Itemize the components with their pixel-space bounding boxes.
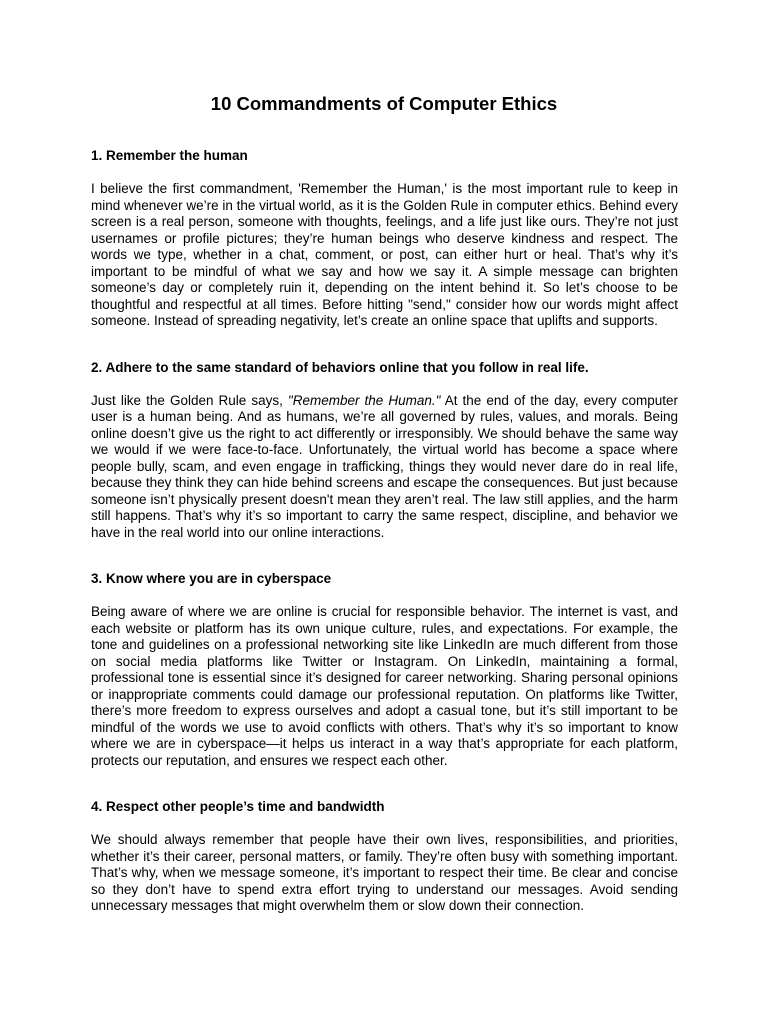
paragraph-text: At the end of the day, every computer user is a human being. And as humans, we’re all governed by rules, values, and morals. Being online doesn’t give us the right to act differently or irresponsibly. We should behave the same way we would if we were face-to-face. Unfortunately, the virtual world has become a space where people bully, scam, and even engage in trafficking, things they would never dare do in real life, because they think they can hide behind screens and escape the consequences. But just because someone isn’t physically present doesn't mean they aren’t real. The law still applies, and the harm still happens. That’s why it’s so important to carry the same respect, discipline, and behavior we have in the real world into our online interactions.: [91, 392, 678, 540]
section-heading: 3. Know where you are in cyberspace: [91, 571, 332, 586]
section-paragraph: I believe the first commandment, 'Remember the Human,' is the most important rule to keep in mind whenever we’re in the virtual world, as it is the Golden Rule in computer ethics. Behind every screen is a real person, someone with thoughts, feelings, and a life just like ours. They’re not just usernames or profile pictures; they’re human beings who deserve kindness and respect. The words we type, whether in a chat, comment, or post, can either hurt or heal. That’s why it’s important to be mindful of what we say and how we say it. A simple message can brighten someone’s day or completely ruin it, depending on the intent behind it. So let’s choose to be thoughtful and respectful at all times. Before hitting "send," consider how our words might affect someone. Instead of spreading negativity, let’s create an online space that uplifts and supports.: [91, 181, 678, 328]
paragraph-text: Just like the Golden Rule says,: [91, 392, 288, 408]
section-3: [91, 570, 678, 769]
section-paragraph: We should always remember that people have their own lives, responsibilities, and priorities, whether it’s their career, personal matters, or family. They’re often busy with something important. That’s why, when we message someone, it’s important to respect their time. Be clear and concise so they don’t have to spend extra effort trying to understand our messages. Avoid sending unnecessary messages that might overwhelm them or slow down their connection.: [91, 832, 678, 913]
section-heading: 1. Remember the human: [91, 148, 248, 163]
document-content: [91, 147, 678, 944]
section-heading: 4. Respect other people’s time and bandwidth: [91, 799, 385, 814]
section-paragraph: Being aware of where we are online is crucial for responsible behavior. The internet is vast, and each website or platform has its own unique culture, rules, and expectations. For example, the tone and guidelines on a professional networking site like LinkedIn are much different from those on social media platforms like Twitter or Instagram. On LinkedIn, maintaining a formal, professional tone is essential since it’s designed for career networking. Sharing personal opinions or inappropriate comments could damage our professional reputation. On platforms like Twitter, there’s more freedom to express ourselves and adopt a casual tone, but it’s still important to be mindful of the words we use to avoid conflicts with others. That’s why it’s so important to know where we are in cyberspace—it helps us interact in a way that’s appropriate for each platform, protects our reputation, and ensures we respect each other.: [91, 604, 678, 768]
section-paragraph: [91, 393, 678, 542]
document-title: 10 Commandments of Computer Ethics: [210, 93, 558, 114]
section-4: [91, 798, 678, 915]
section-heading: 2. Adhere to the same standard of behaviors online that you follow in real life.: [91, 359, 589, 375]
section-2: [91, 359, 678, 542]
emphasized-quote: "Remember the Human.": [287, 392, 441, 408]
section-1: [91, 147, 678, 330]
